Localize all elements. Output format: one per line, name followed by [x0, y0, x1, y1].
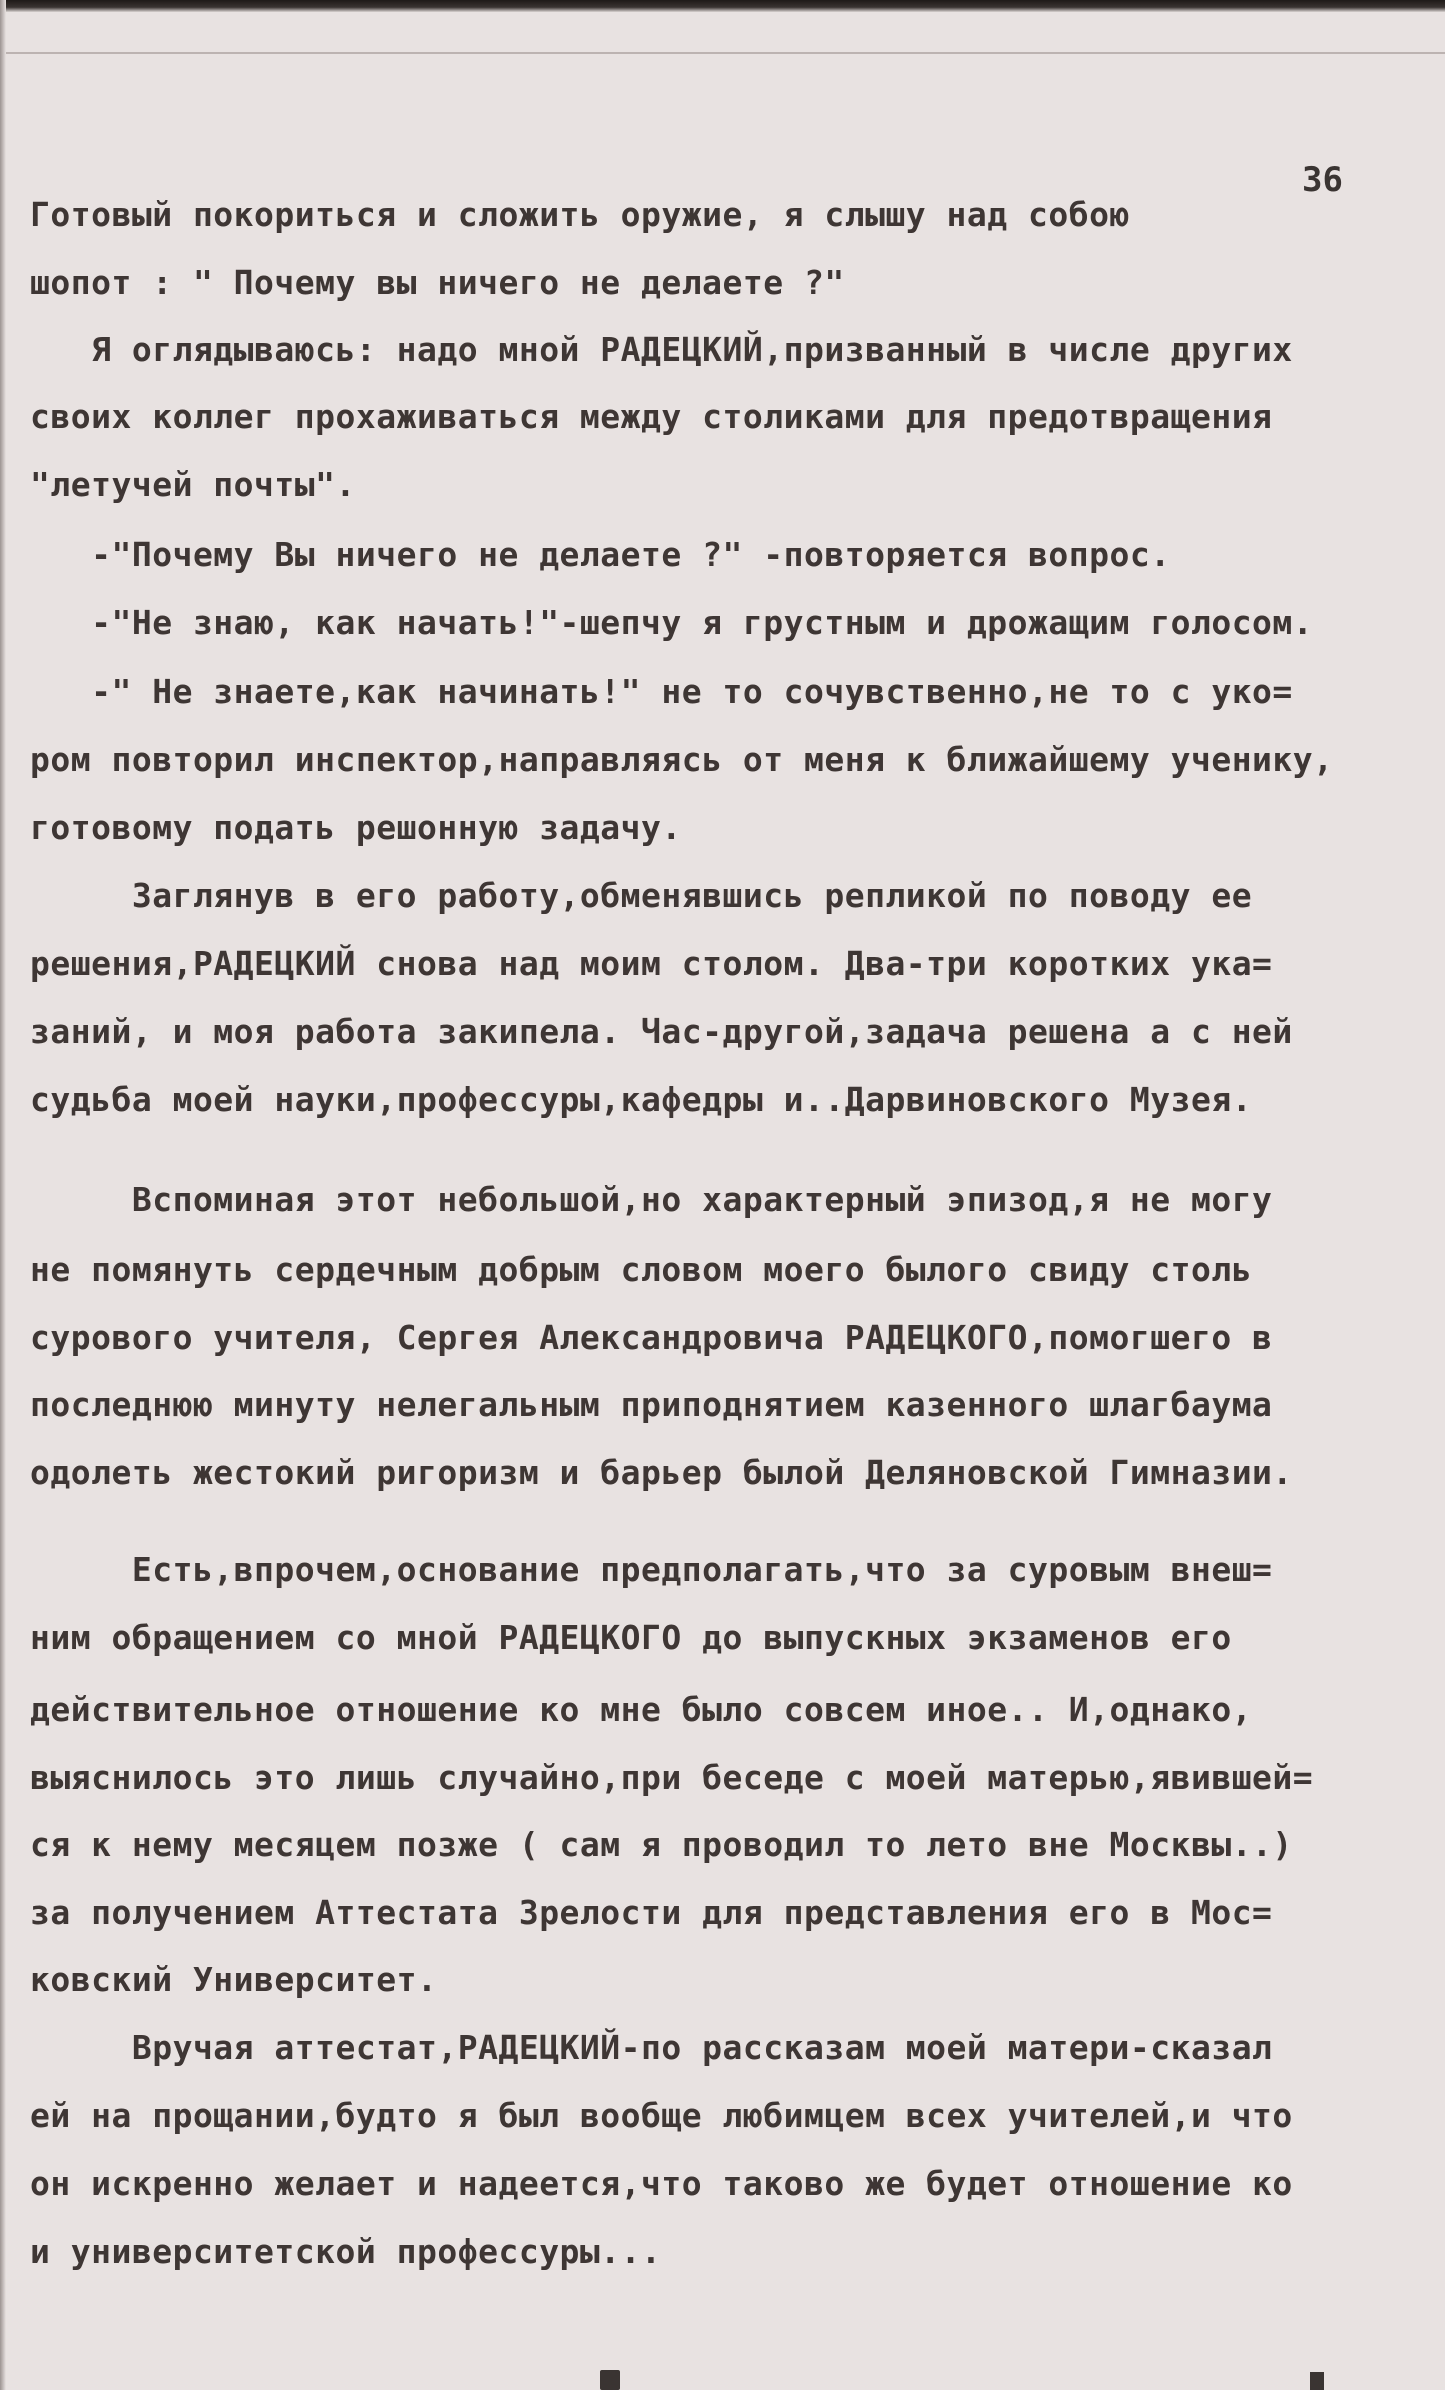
text-line: ковский Университет.: [30, 1960, 438, 1999]
text-line: Вспоминая этот небольшой,но характерный эпизод,я не могу: [30, 1180, 1273, 1219]
text-line: ей на прощании,будто я был вообще любимцем всех учителей,и что: [30, 2096, 1293, 2135]
text-line: выяснилось это лишь случайно,при беседе с моей матерью,явившей=: [30, 1758, 1314, 1797]
text-line: сурового учителя, Сергея Александровича РАДЕЦКОГО,помогшего в: [30, 1318, 1273, 1357]
page-left-edge: [0, 0, 6, 2390]
text-line: Заглянув в его работу,обменявшись репликой по поводу ее: [30, 876, 1253, 915]
text-line: он искренно желает и надеется,что таково же будет отношение ко: [30, 2164, 1293, 2203]
text-line: -"Не знаю, как начать!"-шепчу я грустным и дрожащим голосом.: [30, 603, 1314, 642]
binding-mark: [1310, 2372, 1324, 2390]
text-line: ним обращением со мной РАДЕЦКОГО до выпускных экзаменов его: [30, 1618, 1232, 1657]
text-line: Я оглядываюсь: надо мной РАДЕЦКИЙ,призванный в числе других: [30, 330, 1293, 369]
text-line: и университетской профессуры...: [30, 2232, 662, 2271]
text-line: Готовый покориться и сложить оружие, я слышу над собою: [30, 195, 1130, 234]
text-line: -"Почему Вы ничего не делаете ?" -повторяется вопрос.: [30, 535, 1171, 574]
page-top-rule: [0, 52, 1445, 54]
text-line: за получением Аттестата Зрелости для представления его в Мос=: [30, 1893, 1273, 1932]
text-line: ром повторил инспектор,направляясь от меня к ближайшему ученику,: [30, 740, 1334, 779]
text-line: "летучей почты".: [30, 465, 356, 504]
text-line: Вручая аттестат,РАДЕЦКИЙ-по рассказам моей матери-сказал: [30, 2028, 1273, 2067]
text-line: последнюю минуту нелегальным приподнятием казенного шлагбаума: [30, 1385, 1273, 1424]
text-line: ся к нему месяцем позже ( сам я проводил то лето вне Москвы..): [30, 1825, 1293, 1864]
text-line: действительное отношение ко мне было совсем иное.. И,однако,: [30, 1690, 1253, 1729]
page-top-edge: [0, 0, 1445, 12]
text-line: своих коллег прохаживаться между столиками для предотвращения: [30, 397, 1273, 436]
text-line: готовому подать решонную задачу.: [30, 808, 682, 847]
page-number: 36: [1302, 160, 1343, 200]
text-line: судьба моей науки,профессуры,кафедры и..Дарвиновского Музея.: [30, 1080, 1253, 1119]
text-line: одолеть жестокий ригоризм и барьер былой Деляновской Гимназии.: [30, 1453, 1293, 1492]
text-line: -" Не знаете,как начинать!" не то сочувственно,не то с уко=: [30, 672, 1293, 711]
text-line: не помянуть сердечным добрым словом моего былого свиду столь: [30, 1250, 1253, 1289]
text-line: Есть,впрочем,основание предполагать,что за суровым внеш=: [30, 1550, 1273, 1589]
text-line: решения,РАДЕЦКИЙ снова над моим столом. Два-три коротких ука=: [30, 944, 1273, 983]
text-line: заний, и моя работа закипела. Час-другой,задача решена а с ней: [30, 1012, 1293, 1051]
binding-mark: [600, 2370, 620, 2390]
text-line: шопот : " Почему вы ничего не делаете ?": [30, 263, 845, 302]
